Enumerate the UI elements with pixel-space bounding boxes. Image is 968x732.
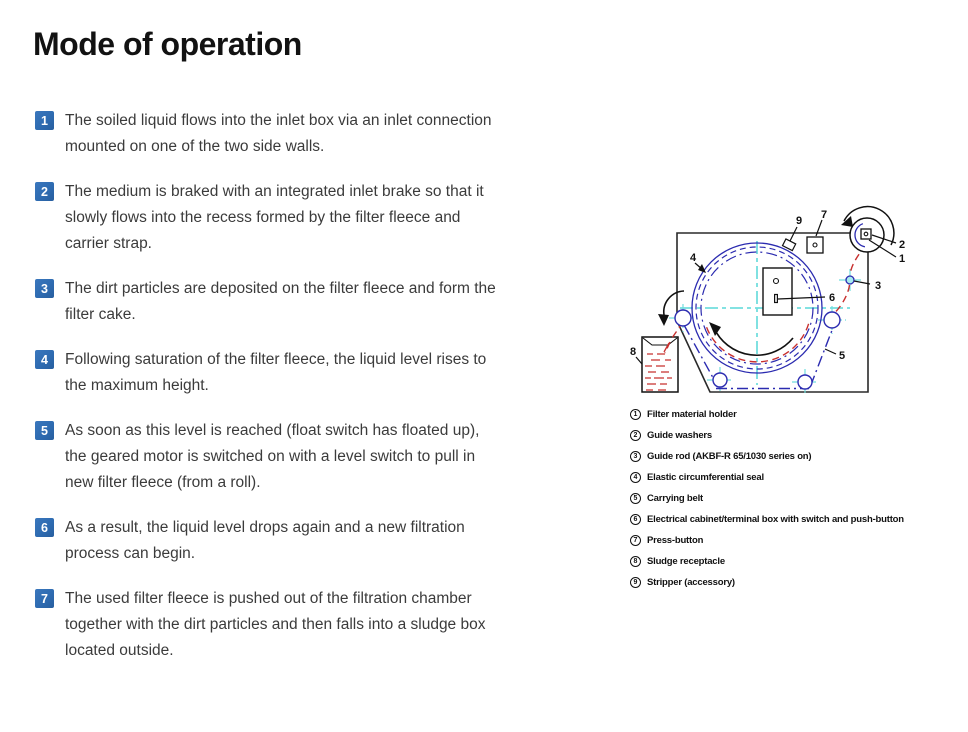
step-item-6 — [35, 515, 515, 567]
filter-roll — [841, 207, 894, 252]
callout-8: 8 — [629, 346, 637, 358]
legend-circled-number: 2 — [630, 430, 641, 441]
guide-rod — [846, 276, 854, 284]
electrical-cabinet — [763, 268, 792, 315]
legend-label: Carrying belt — [647, 493, 703, 504]
legend-circled-number: 7 — [630, 535, 641, 546]
filter-machine-diagram — [620, 203, 920, 403]
step-text: The soiled liquid flows into the inlet box via an inlet connection mounted on one of the two side walls. — [65, 112, 492, 155]
legend-label: Sludge receptacle — [647, 556, 725, 567]
page-title: Mode of operation — [33, 26, 302, 62]
step-item-1 — [35, 108, 515, 160]
step-number-badge: 1 — [35, 111, 54, 130]
callout-7: 7 — [820, 209, 828, 221]
callout-1: 1 — [898, 253, 906, 265]
steps-list — [35, 108, 515, 683]
step-text: The used filter fleece is pushed out of the filtration chamber together with the dirt particles and then falls into a sludge box located outside. — [65, 590, 486, 659]
legend-item — [630, 551, 960, 572]
legend-label: Guide rod (AKBF-R 65/1030 series on) — [647, 451, 812, 462]
step-item-2 — [35, 179, 515, 257]
step-text: As a result, the liquid level drops again and a new filtration process can begin. — [65, 519, 465, 562]
legend-circled-number: 5 — [630, 493, 641, 504]
legend-label: Press-button — [647, 535, 704, 546]
diagram-legend — [630, 404, 960, 593]
press-button-box — [807, 237, 823, 253]
step-number-badge: 4 — [35, 350, 54, 369]
step-item-4 — [35, 347, 515, 399]
legend-circled-number: 9 — [630, 577, 641, 588]
legend-circled-number: 6 — [630, 514, 641, 525]
legend-circled-number: 8 — [630, 556, 641, 567]
callout-4: 4 — [689, 252, 697, 264]
legend-item — [630, 509, 960, 530]
legend-item — [630, 572, 960, 593]
legend-circled-number: 3 — [630, 451, 641, 462]
step-text: The medium is braked with an integrated inlet brake so that it slowly flows into the recess formed by the filter fleece and carrier strap. — [65, 183, 484, 252]
legend-item — [630, 404, 960, 425]
step-number-badge: 3 — [35, 279, 54, 298]
legend-item — [630, 425, 960, 446]
callout-9: 9 — [795, 215, 803, 227]
step-number-badge: 5 — [35, 421, 54, 440]
step-item-3 — [35, 276, 515, 328]
legend-item — [630, 488, 960, 509]
callout-2: 2 — [898, 239, 906, 251]
carrying-belt — [684, 316, 838, 389]
step-item-5 — [35, 418, 515, 496]
rotation-arrow — [709, 322, 793, 355]
step-number-badge: 6 — [35, 518, 54, 537]
callout-6: 6 — [828, 292, 836, 304]
legend-item — [630, 467, 960, 488]
step-text: Following saturation of the filter fleece, the liquid level rises to the maximum height. — [65, 351, 487, 394]
step-text: The dirt particles are deposited on the filter fleece and form the filter cake. — [65, 280, 496, 323]
legend-label: Guide washers — [647, 430, 712, 441]
callout-5: 5 — [838, 350, 846, 362]
step-item-7 — [35, 586, 515, 664]
legend-label: Elastic circumferential seal — [647, 472, 764, 483]
legend-circled-number: 1 — [630, 409, 641, 420]
legend-circled-number: 4 — [630, 472, 641, 483]
callout-3: 3 — [874, 280, 882, 292]
step-text: As soon as this level is reached (float switch has floated up), the geared motor is switched on with a level switch to pull in new filter fleece (from a roll). — [65, 422, 480, 491]
legend-item — [630, 446, 960, 467]
legend-label: Electrical cabinet/terminal box with switch and push-button — [647, 514, 904, 525]
legend-label: Filter material holder — [647, 409, 737, 420]
legend-label: Stripper (accessory) — [647, 577, 735, 588]
step-number-badge: 7 — [35, 589, 54, 608]
step-number-badge: 2 — [35, 182, 54, 201]
legend-item — [630, 530, 960, 551]
